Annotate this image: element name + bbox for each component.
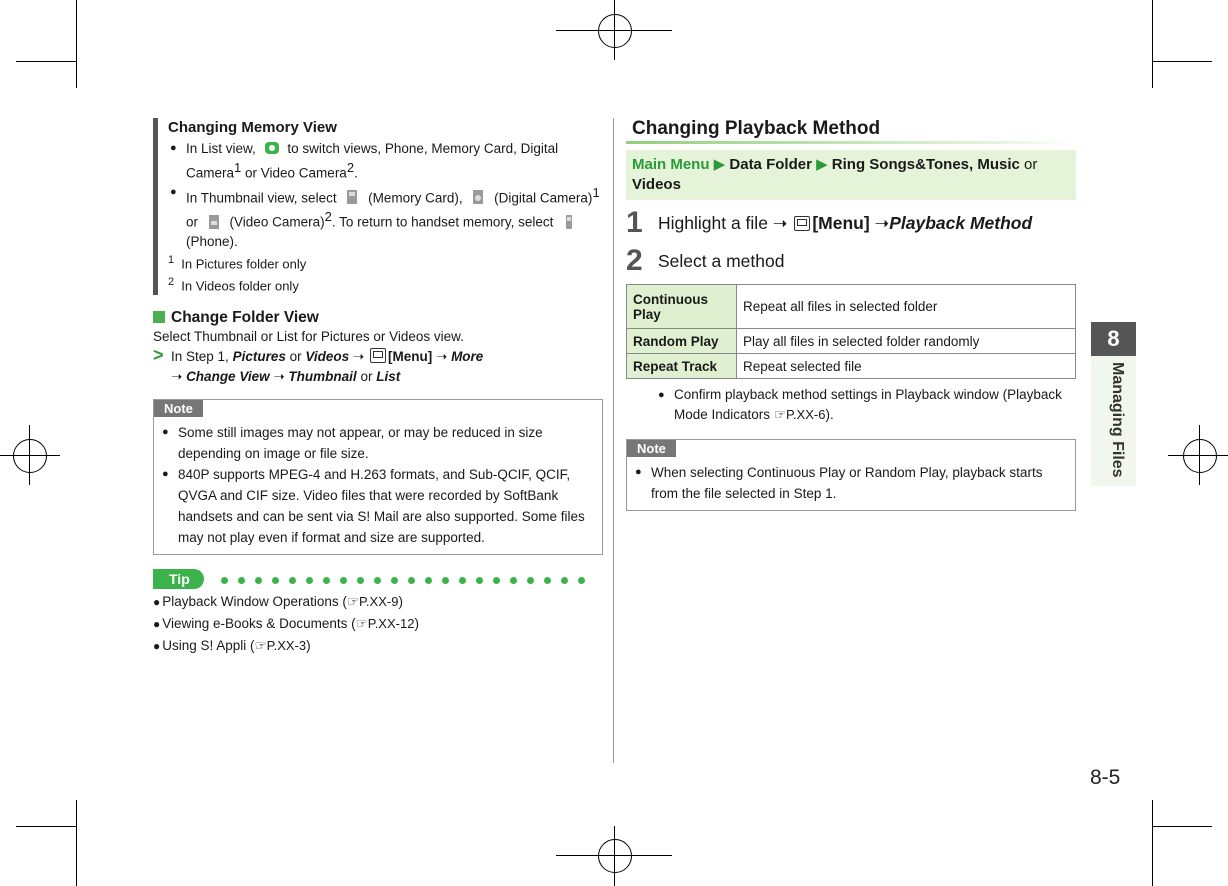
table-row: Random Play Play all files in selected folder randomly <box>627 329 1076 354</box>
digital-camera-icon <box>470 189 486 205</box>
note-tag: Note <box>154 400 203 417</box>
tip-dot <box>578 577 585 584</box>
memory-view-heading: Changing Memory View <box>168 119 337 136</box>
table-row: Continuous Play Repeat all files in selected folder <box>627 285 1076 329</box>
tip-dot <box>425 577 432 584</box>
footnote-1: $^1$ In Pictures folder only <box>168 253 307 271</box>
note-box-left <box>153 399 603 555</box>
tip-dot <box>510 577 517 584</box>
memory-view-bullet-2: ● In Thumbnail view, select (Memory Card), (Digital Camera)$^1$ or (Video Camera)$^2$. To return to handset memory, select (Phone). <box>168 183 603 251</box>
tip-dot <box>221 577 228 584</box>
reference-hand-icon: ☞ <box>773 407 786 422</box>
tip-dot <box>442 577 449 584</box>
triangle-right-icon: ▶ <box>816 156 828 173</box>
note-item: ● Some still images may not appear, or may be reduced in size depending on image or file size. <box>160 422 598 464</box>
chapter-number: 8 <box>1091 322 1136 356</box>
tip-dot <box>238 577 245 584</box>
mail-key-icon <box>794 216 810 231</box>
tip-dot <box>357 577 364 584</box>
video-camera-icon <box>206 214 222 230</box>
square-bullet-icon <box>153 311 165 323</box>
tip-dot <box>272 577 279 584</box>
step-2: 2 Select a method <box>626 244 785 277</box>
chapter-tab <box>1091 322 1136 486</box>
tip-tag: Tip <box>153 569 204 589</box>
column-divider <box>613 118 614 763</box>
note-item: ● 840P supports MPEG-4 and H.263 formats, and Sub-QCIF, QCIF, QVGA and CIF size. Video files that were recorded by SoftBank handsets and can be sent via S! Mail are also supported. Some files may not play even if format and size are supported. <box>160 464 598 548</box>
memory-view-bullet-1: ● In List view, to switch views, Phone, Memory Card, Digital Camera$^1$ or Video Camera$^2$. <box>168 139 603 183</box>
note-item: ● When selecting Continuous Play or Random Play, playback starts from the file selected in Step 1. <box>633 462 1071 504</box>
left-column <box>153 118 603 657</box>
change-folder-heading: Change Folder View <box>153 309 603 327</box>
tip-dot <box>374 577 381 584</box>
tip-item[interactable]: ● Playback Window Operations (☞P.XX-9) <box>153 594 403 610</box>
tip-dot <box>306 577 313 584</box>
camera-key-icon <box>264 140 280 156</box>
tip-item[interactable]: ● Using S! Appli (☞P.XX-3) <box>153 638 311 654</box>
method-table <box>626 284 1076 379</box>
tip-dot <box>408 577 415 584</box>
change-folder-desc: Select Thumbnail or List for Pictures or Videos view. <box>153 329 464 345</box>
tip-dot <box>391 577 398 584</box>
phone-icon <box>561 214 577 230</box>
tip-bar <box>153 569 603 591</box>
tip-item[interactable]: ● Viewing e-Books & Documents (☞P.XX-12) <box>153 616 419 632</box>
confirm-bullet: ● Confirm playback method settings in Playback window (Playback Mode Indicators ☞P.XX-6). <box>656 385 1076 425</box>
reference-hand-icon: ☞ <box>346 594 359 610</box>
tip-dot <box>255 577 262 584</box>
mail-key-icon <box>370 348 386 363</box>
reference-hand-icon: ☞ <box>254 638 267 654</box>
note-box-right <box>626 439 1076 511</box>
menu-path: Main Menu ▶ Data Folder ▶ Ring Songs&Tones, Music or Videos <box>626 150 1076 200</box>
tip-dot <box>527 577 534 584</box>
step-1: 1 Highlight a file ➝ [Menu] ➝Playback Method <box>626 206 1033 239</box>
note-tag: Note <box>627 440 676 457</box>
triangle-right-icon: ▶ <box>713 156 726 173</box>
step-arrow-icon: > <box>153 345 164 366</box>
right-column <box>626 118 1076 511</box>
table-row: Repeat Track Repeat selected file <box>627 354 1076 379</box>
memory-card-icon <box>344 189 360 205</box>
tip-dot <box>323 577 330 584</box>
change-folder-steps: > In Step 1, Pictures or Videos ➝ [Menu] ➝ More ➝ Change View ➝ Thumbnail or List <box>153 345 484 385</box>
section-heading: Changing Playback Method <box>626 118 1076 144</box>
tip-dot <box>544 577 551 584</box>
tip-dot <box>561 577 568 584</box>
tip-dot <box>459 577 466 584</box>
tip-dot <box>493 577 500 584</box>
tip-dot <box>340 577 347 584</box>
footnote-2: $^2$ In Videos folder only <box>168 275 299 294</box>
tip-dot <box>476 577 483 584</box>
memory-view-box <box>153 118 603 295</box>
chapter-title: Managing Files <box>1109 362 1126 478</box>
page-number: 8-5 <box>1090 766 1121 789</box>
tip-dot <box>289 577 296 584</box>
reference-hand-icon: ☞ <box>355 616 368 632</box>
